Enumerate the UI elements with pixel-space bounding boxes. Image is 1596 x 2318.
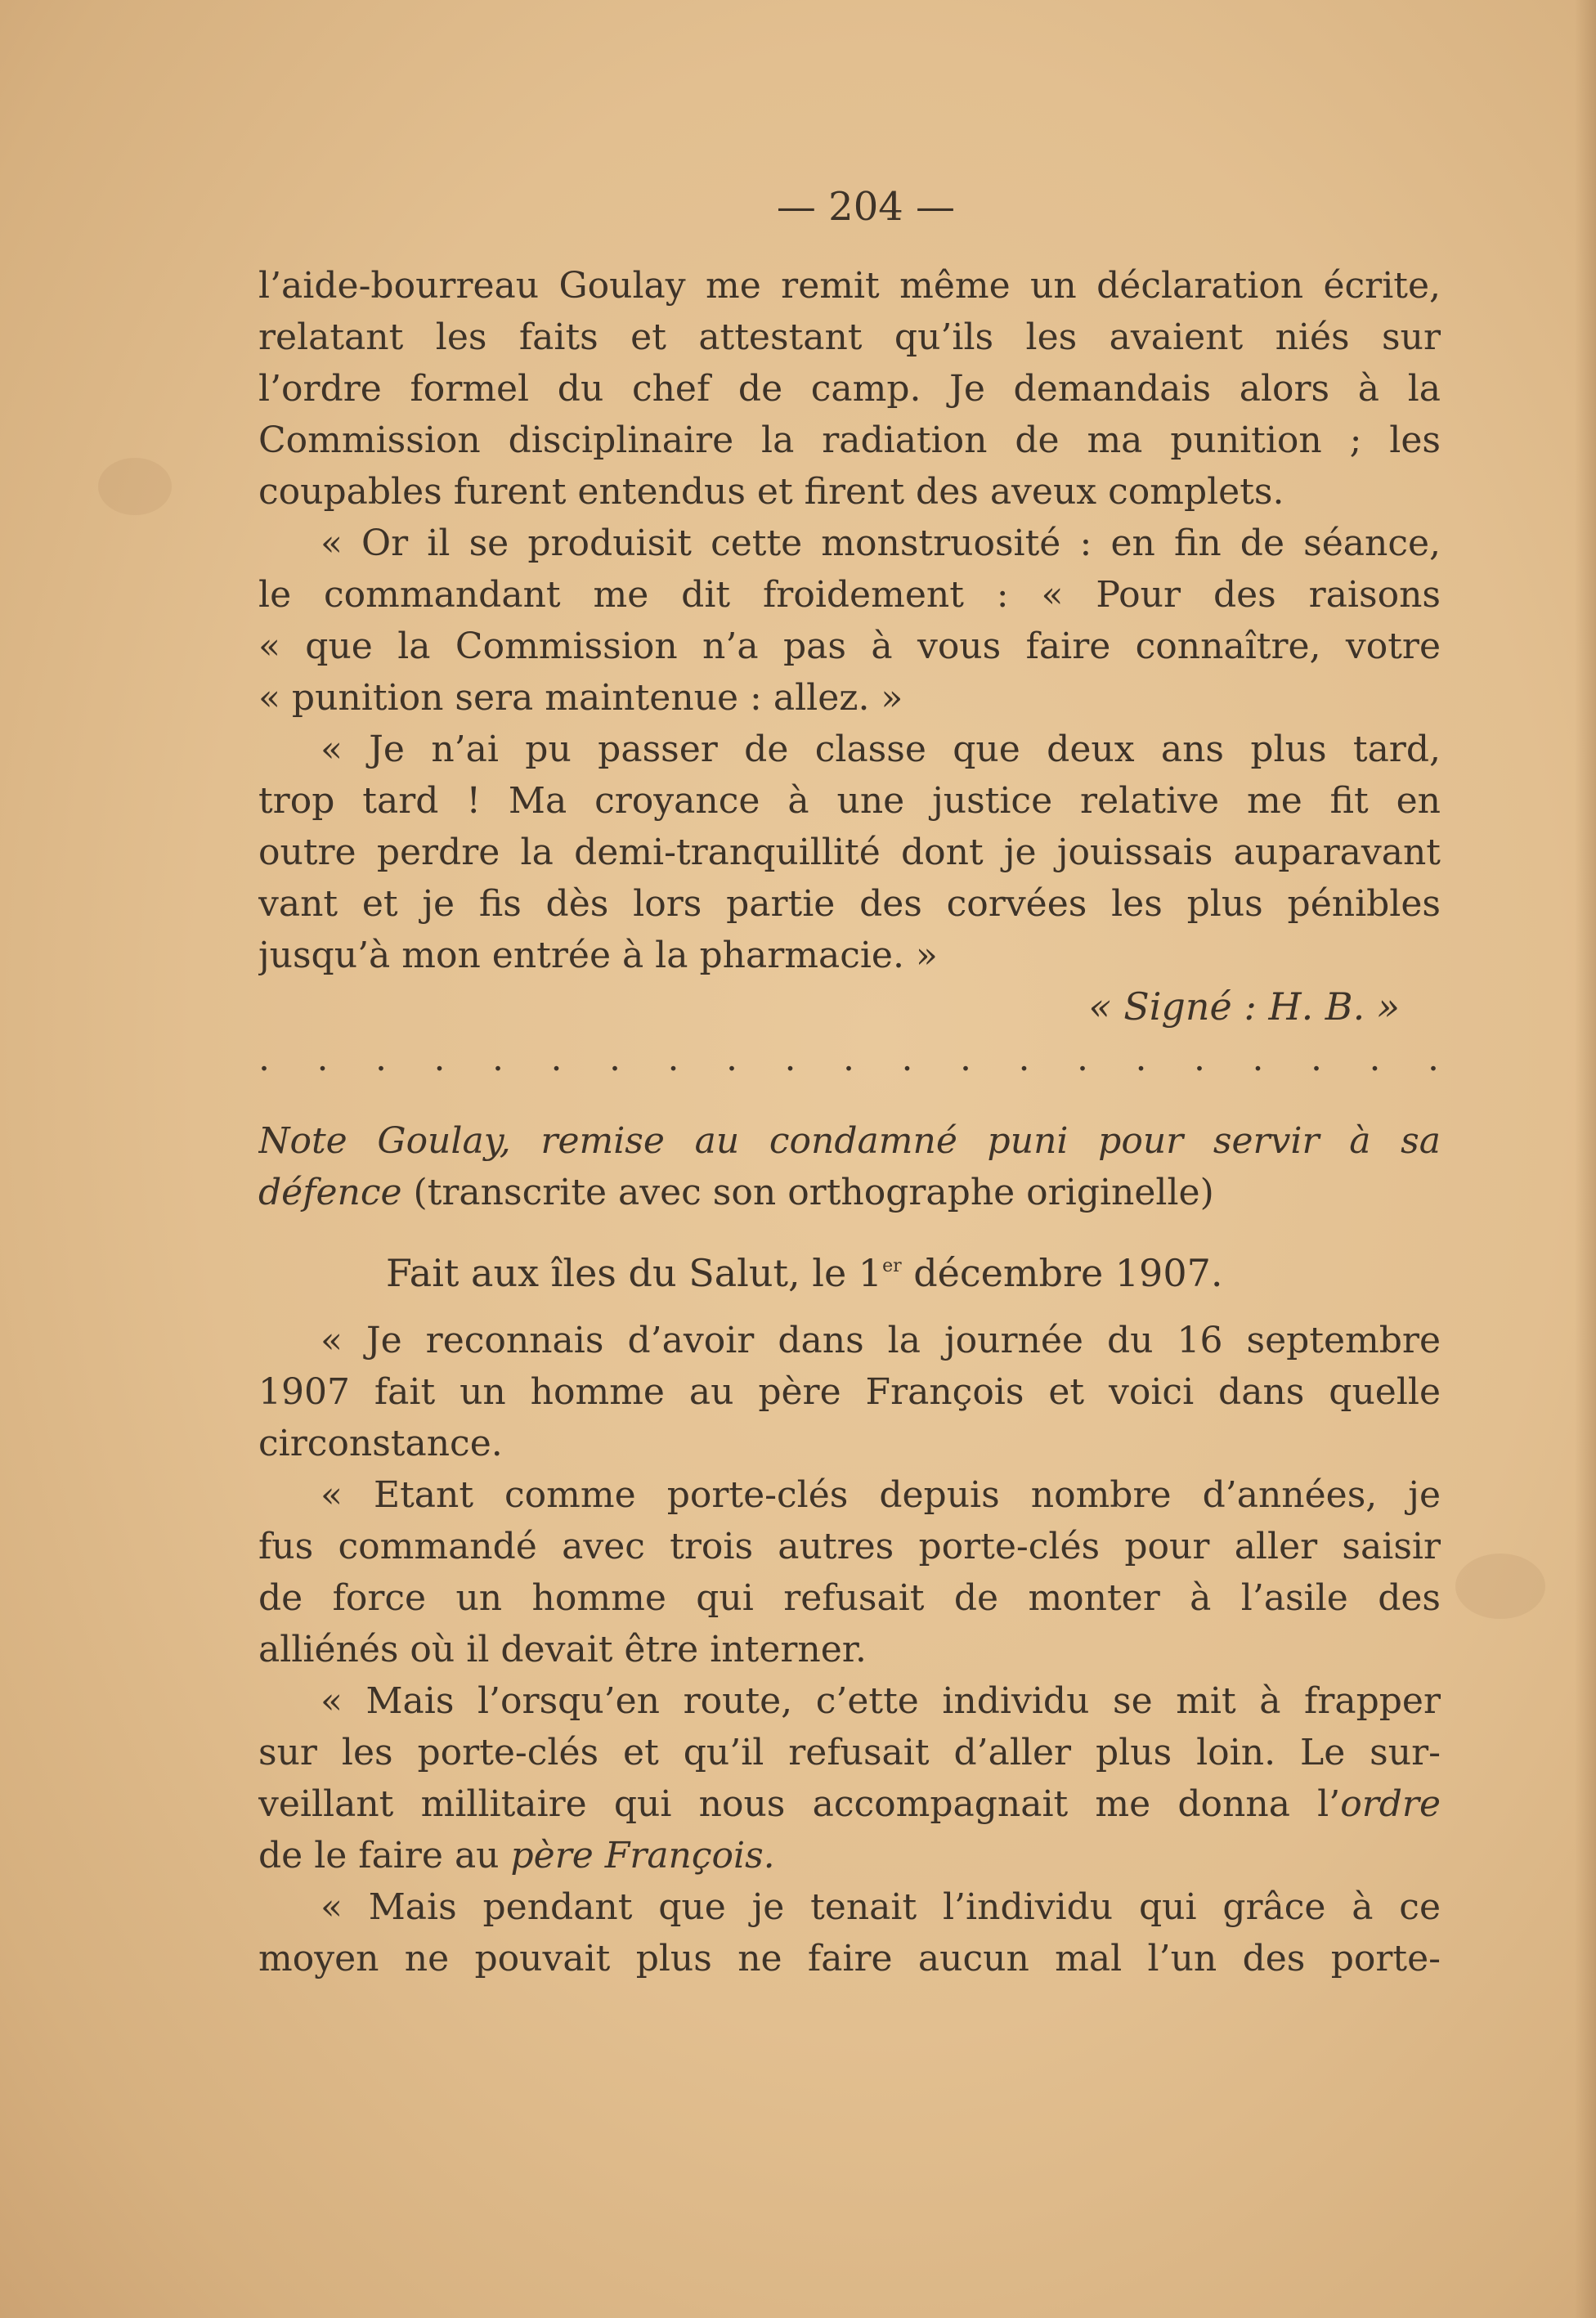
text-span: de le faire au <box>258 1835 511 1876</box>
text-line: fus commandé avec trois autres porte-clés pour aller saisir <box>258 1526 1441 1567</box>
text-line: « Mais l’orsqu’en route, c’ette individu se mit à frapper <box>321 1680 1441 1722</box>
text-line: de force un homme qui refusait de monter à l’asile des <box>258 1577 1441 1619</box>
text-line: « que la Commission n’a pas à vous faire connaître, votre <box>258 625 1441 667</box>
text-line: l’ordre formel du chef de camp. Je demandais alors à la <box>258 368 1441 410</box>
text-span-italic: ordre <box>1340 1783 1441 1825</box>
text-line <box>258 1830 1441 1881</box>
text-line: « Or il se produisit cette monstruosité : en fin de séance, <box>321 522 1441 564</box>
paragraph-declaration <box>258 260 1441 518</box>
text-line: « punition sera maintenue : allez. » <box>258 677 903 719</box>
dateline-text: Fait aux îles du Salut, le 1 <box>386 1251 883 1295</box>
text-line: Commission disciplinaire la radiation de ma punition ; les <box>258 419 1441 461</box>
note-heading-italic: Note Goulay, remise au condamné puni pour servir à sa <box>258 1120 1441 1162</box>
text-line: vant et je fis dès lors partie des corvées les plus pénibles <box>258 883 1441 925</box>
text-line: sur les porte-clés et qu’il refusait d’aller plus loin. Le sur- <box>258 1732 1441 1773</box>
note-heading <box>258 1115 1441 1218</box>
text-span: veillant millitaire qui nous accompagnait me donna l’ <box>258 1783 1341 1825</box>
text-line: moyen ne pouvait plus ne faire aucun mal l’un des porte- <box>258 1938 1441 1979</box>
signature-text: « Signé : H. B. » <box>1088 984 1400 1029</box>
note-heading-line <box>258 1167 1441 1218</box>
text-line: « Mais pendant que je tenait l’individu qui grâce à ce <box>321 1886 1441 1928</box>
text-line: 1907 fait un homme au père François et voici dans quelle <box>258 1371 1441 1413</box>
text-line: jusqu’à mon entrée à la pharmacie. » <box>258 935 938 976</box>
note-heading-plain: (transcrite avec son orthographe originelle) <box>401 1172 1214 1213</box>
page-number: — 204 — <box>776 184 956 230</box>
text-line: « Etant comme porte-clés depuis nombre d’années, je <box>321 1474 1441 1516</box>
text-line: « Je reconnais d’avoir dans la journée du 16 septembre <box>321 1320 1441 1361</box>
dateline <box>258 1236 1441 1297</box>
page-text <box>258 182 1441 1984</box>
text-line: outre perdre la demi-tranquillité dont je jouissais auparavant <box>258 832 1441 873</box>
paragraph-reconnais <box>258 1315 1441 1469</box>
signature <box>258 981 1441 1033</box>
paragraph-route <box>258 1675 1441 1881</box>
ellipsis-separator: . . . . . . . . . . . . . . . . . . . . . <box>258 1038 1441 1079</box>
text-line: l’aide-bourreau Goulay me remit même un déclaration écrite, <box>258 265 1441 307</box>
dateline-superscript: er <box>882 1256 902 1276</box>
text-line <box>258 1778 1441 1830</box>
text-line: relatant les faits et attestant qu’ils les avaient niés sur <box>258 316 1441 358</box>
paragraph-consequences <box>258 724 1441 981</box>
paragraph-commission <box>258 518 1441 724</box>
text-line: coupables furent entendus et firent des aveux complets. <box>258 471 1284 513</box>
text-line: « Je n’ai pu passer de classe que deux ans plus tard, <box>321 729 1441 770</box>
text-line: le commandant me dit froidement : « Pour des raisons <box>258 574 1441 616</box>
text-line: trop tard ! Ma croyance à une justice relative me fit en <box>258 780 1441 822</box>
paper-stain <box>98 458 172 515</box>
page-edge-shadow <box>1575 0 1596 2318</box>
text-span-italic: père François. <box>510 1835 775 1876</box>
paper-stain <box>1455 1554 1545 1619</box>
text-line: alliénés où il devait être interner. <box>258 1629 867 1670</box>
paragraph-pendant <box>258 1881 1441 1984</box>
text-line: circonstance. <box>258 1423 503 1464</box>
note-heading-line <box>258 1115 1441 1167</box>
dateline-text: décembre 1907. <box>901 1251 1223 1295</box>
paragraph-porte-cles <box>258 1469 1441 1675</box>
note-heading-italic: défence <box>258 1172 402 1213</box>
